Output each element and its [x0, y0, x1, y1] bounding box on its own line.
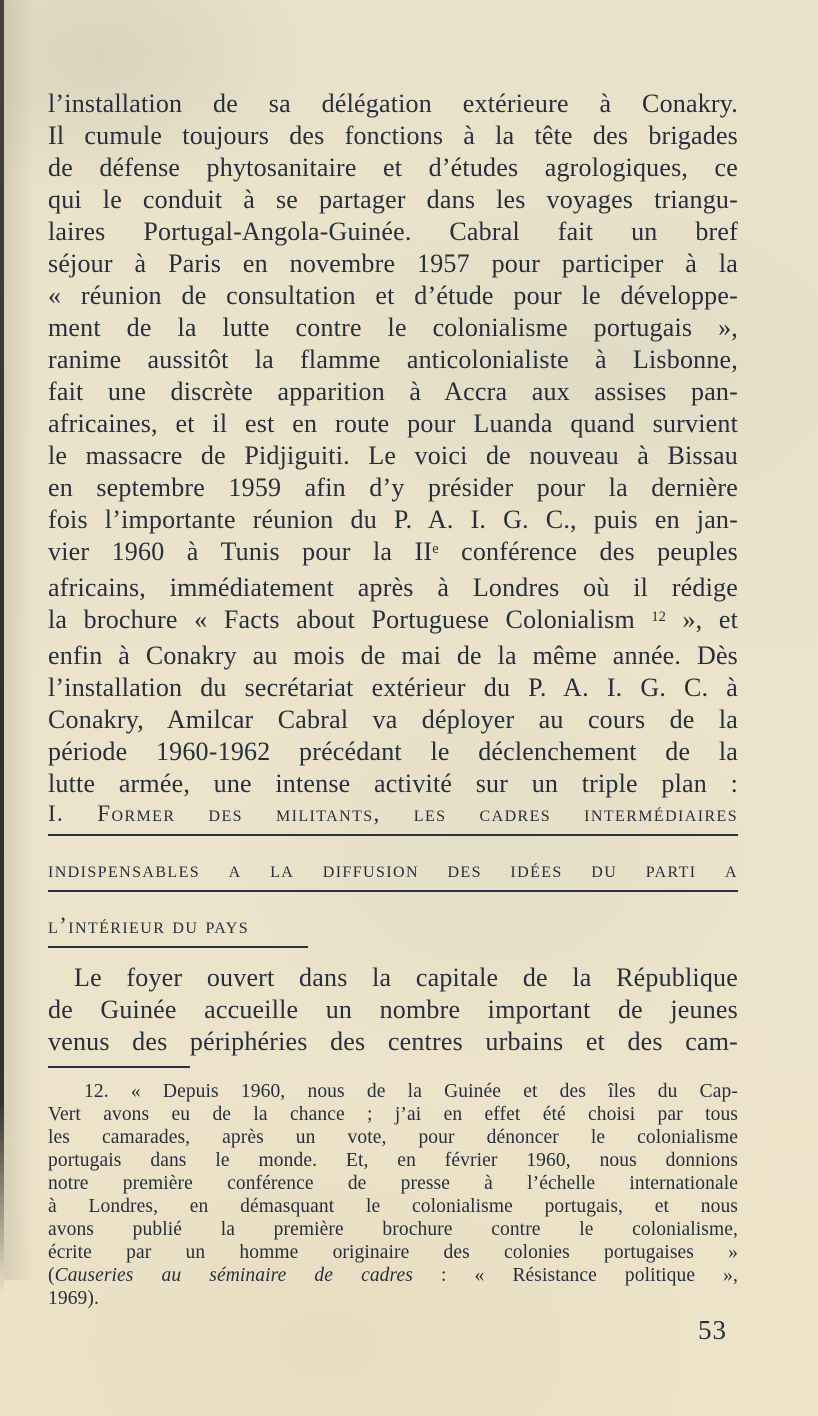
page-content: [48, 88, 738, 1310]
text-line: fait une discrète apparition à Accra aux assises pan-: [48, 377, 738, 406]
text-line: Il cumule toujours des fonctions à la tête des brigades: [48, 121, 738, 150]
text-line: africaines, et il est en route pour Luanda quand survient: [48, 409, 738, 438]
footnote-reference-12: 12: [651, 608, 666, 625]
text-line: ment de la lutte contre le colonialisme portugais »,: [48, 313, 738, 342]
text-line: ranime aussitôt la flamme anticolonialiste à Lisbonne,: [48, 345, 738, 374]
text-line: Le foyer ouvert dans la capitale de la République: [74, 963, 738, 992]
text-line: période 1960-1962 précédant le déclenchement de la: [48, 737, 738, 766]
text-line: l’installation du secrétariat extérieur du P. A. I. G. C. à: [48, 673, 738, 702]
text-line: lutte armée, une intense activité sur un triple plan :: [48, 769, 738, 798]
text-line: africains, immédiatement après à Londres où il rédige: [48, 573, 738, 602]
text-segment: (: [48, 1265, 55, 1286]
page-number: 53: [698, 1315, 727, 1345]
text-line: laires Portugal-Angola-Guinée. Cabral fait un bref: [48, 217, 738, 246]
footnote-12: [48, 1080, 738, 1310]
text-line: Conakry, Amilcar Cabral va déployer au cours de la: [48, 705, 738, 734]
footnote-line: portugais dans le monde. Et, en février 1960, nous donnions: [48, 1150, 738, 1171]
text-line: l’installation de sa délégation extérieure à Conakry.: [48, 89, 738, 118]
text-line: de défense phytosanitaire et d’études agrologiques, ce: [48, 153, 738, 182]
citation-title-italic: Causeries au séminaire de cadres: [54, 1265, 413, 1286]
text-line: fois l’importante réunion du P. A. I. G. C., puis en jan-: [48, 505, 738, 534]
footnote-line: écrite par un homme originaire des colonies portugaises »: [48, 1242, 738, 1263]
text-segment: : « Résistance politique »,: [412, 1265, 738, 1286]
text-segment: », et: [665, 605, 739, 634]
text-line: séjour à Paris en novembre 1957 pour participer à la: [48, 249, 738, 278]
footnote-line: 1969).: [48, 1288, 99, 1309]
page-edge-shadow: [4, 0, 38, 1280]
text-line: de Guinée accueille un nombre important de jeunes: [48, 995, 738, 1024]
footnote-line: notre première conférence de presse à l’échelle internationale: [48, 1173, 738, 1194]
paragraph-2: [48, 962, 738, 1058]
text-segment: la brochure « Facts about Portuguese Colonialism: [48, 605, 652, 634]
text-line: en septembre 1959 afin d’y présider pour la dernière: [48, 473, 738, 502]
section-heading-line-3: l’intérieur du pays: [48, 912, 308, 948]
footnote-line: avons publié la première brochure contre le colonialisme,: [48, 1219, 738, 1240]
footnote-line: à Londres, en démasquant le colonialisme portugais, et nous: [48, 1196, 738, 1217]
text-line: venus des périphéries des centres urbains et des cam-: [48, 1027, 738, 1056]
footnote-separator-rule: [48, 1066, 190, 1068]
section-heading-line-2: indispensables a la diffusion des idées du parti a: [48, 856, 738, 892]
text-line: « réunion de consultation et d’étude pour le développe-: [48, 281, 738, 310]
text-segment: vier 1960 à Tunis pour la II: [48, 537, 433, 566]
text-line: [48, 536, 738, 572]
footnote-line: Vert avons eu de la chance ; j’ai en effet été choisi par tous: [48, 1104, 738, 1125]
ordinal-superscript: e: [432, 540, 439, 557]
text-segment: conférence des peuples: [438, 537, 738, 566]
footnote-line: les camarades, après un vote, pour dénoncer le colonialisme: [48, 1127, 738, 1148]
footnote-line: [48, 1264, 738, 1287]
text-line: [48, 604, 738, 640]
text-line: qui le conduit à se partager dans les voyages triangu-: [48, 185, 738, 214]
text-line: enfin à Conakry au mois de mai de la même année. Dès: [48, 641, 738, 670]
paragraph-1: [48, 88, 738, 800]
text-line: le massacre de Pidjiguiti. Le voici de nouveau à Bissau: [48, 441, 738, 470]
section-heading-line-1: I. Former des militants, les cadres intermédiaires: [48, 800, 738, 836]
section-heading: [48, 800, 738, 948]
footnote-line: 12. « Depuis 1960, nous de la Guinée et des îles du Cap-: [84, 1081, 738, 1102]
